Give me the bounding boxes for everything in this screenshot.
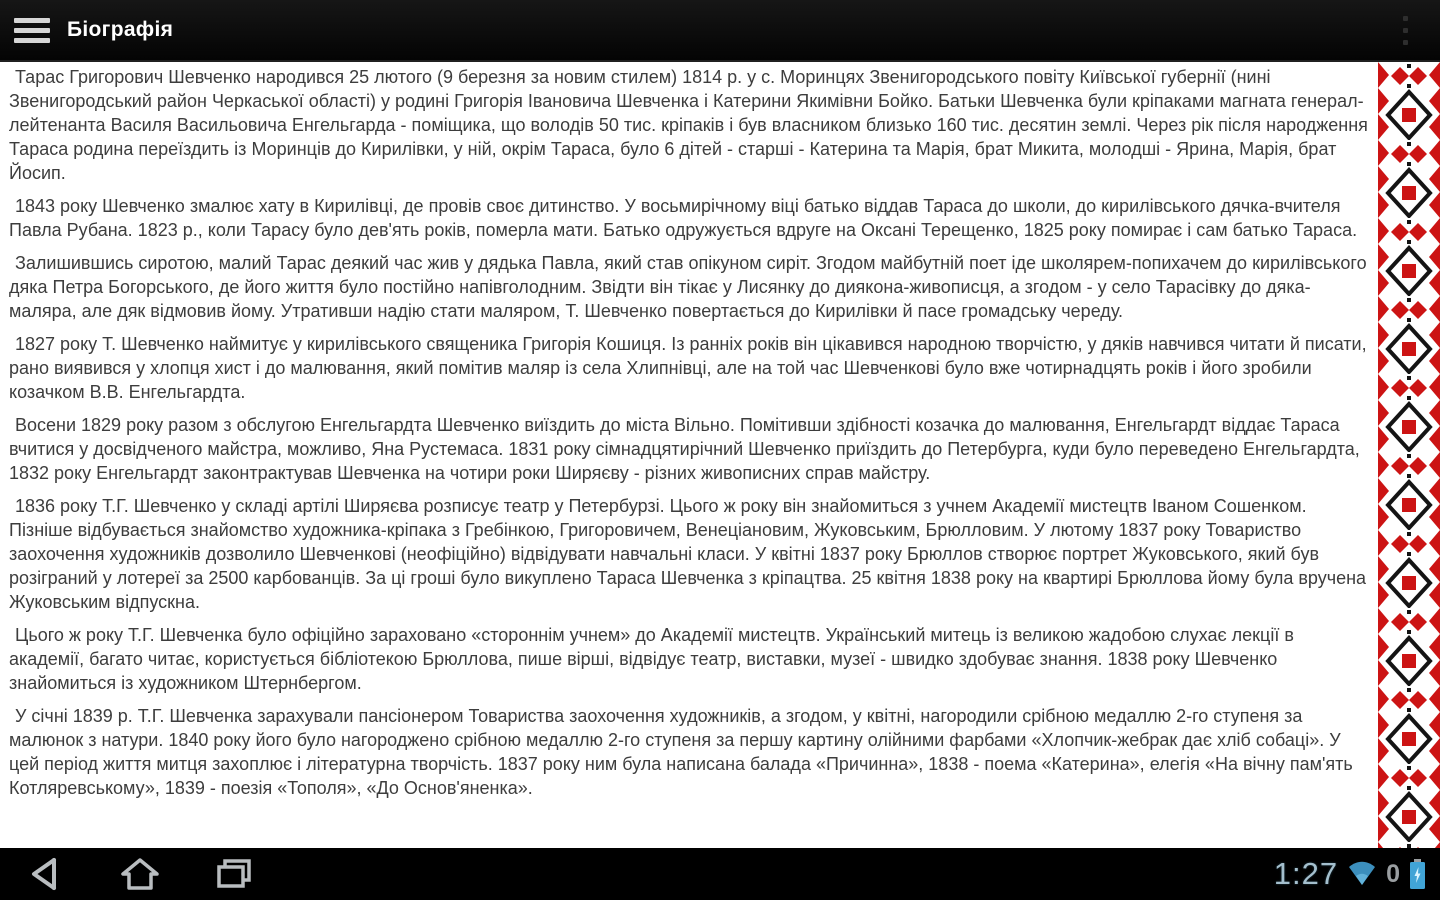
recents-icon (212, 856, 256, 892)
paragraph: У січні 1839 р. Т.Г. Шевченка зарахували пансіонером Товариства заохочення художників, а згодом, у квітні, нагородили срібною медаллю 2-го ступеня за малюнок з натури. 1840 року його було нагороджено срібною медаллю 2-го ступеня за першу картину олійними фарбами «Хлопчик-жебрак дає хліб собаці». У цей період життя митця захоплює і літературна творчість. 1837 року ним була написана балада «Причинна», 1838 - поема «Катерина», елегія «На вічну пам'ять Котляревському», 1839 - поезія «Тополя», «До Основ'яненка». (9, 706, 1353, 798)
status-cluster[interactable] (1274, 856, 1426, 892)
page-title: Біографія (67, 18, 174, 41)
home-icon (118, 856, 162, 892)
paragraph: 1843 року Шевченко змалює хату в Кирилівці, де провів своє дитинство. У восьмирічному віці батько віддав Тараса до школи, до кирилівського дячка-вчителя Павла Рубана. 1823 р., коли Тарасу було дев'ять років, померла мати. Батько одружується вдруге на Оксані Терещенко, 1825 року помирає і сам батько Тараса. (9, 196, 1358, 240)
overflow-menu-icon[interactable] (1397, 10, 1414, 51)
biography-text (9, 65, 1370, 809)
wifi-icon (1347, 861, 1377, 887)
biography-content[interactable] (0, 62, 1440, 848)
action-bar (0, 0, 1440, 62)
embroidery-border (1378, 62, 1440, 848)
signal-zero-icon: 0 (1386, 859, 1400, 888)
paragraph: Восени 1829 року разом з обслугою Енгельгардта Шевченко виїздить до міста Вільно. Помітивши здібності козачка до малювання, Енгельгардт віддає Тараса вчитися у досвідченого майстра, можливо, Яна Рустемаса. 1831 року сімнадцятирічний Шевченко приїздить до Петербурга, куди було переведено Енгельгардта, 1832 року Енгельгардт законтрактував Шевченка на чотири роки Ширяєву - різних живописних справ майстру. (9, 415, 1360, 483)
battery-icon (1409, 859, 1426, 889)
hamburger-icon[interactable] (14, 18, 50, 43)
paragraph: 1827 року Т. Шевченко наймитує у кирилівського священика Григорія Кошиця. Із ранніх років він цікавився народною творчістю, у дяків навчився читати й писати, рано виявився у хлопця хист і до малювання, який помітив маляр із села Хлипнівці, але на той час Шевченкові було вже чотирнадцять років і його зробили козачком В.В. Енгельгардта. (9, 334, 1367, 402)
system-navbar (0, 848, 1440, 900)
back-button[interactable] (20, 852, 72, 896)
paragraph: Тарас Григорович Шевченко народився 25 лютого (9 березня за новим стилем) 1814 р. у с. Моринцях Звенигородського повіту Київської губернії (нині Звенигородський район Черкаської області) у родині Григорія Івановича Шевченка і Катерини Якимівни Бойко. Батьки Шевченка були кріпаками магната генерал-лейтенанта Василя Васильовича Енгельгарда - поміщика, що володів 50 тис. кріпаків і був власником близько 160 тис. десятин землі. Через рік після народження Тараса родина переїздить із Моринців до Кирилівки, у ній, окрім Тараса, було 6 дітей - старші - Катерина та Марія, брат Микита, молодші - Ярина, Марія, брат Йосип. (9, 67, 1368, 183)
home-button[interactable] (114, 852, 166, 896)
clock: 1:27 (1273, 856, 1339, 891)
recents-button[interactable] (208, 852, 260, 896)
paragraph: Цього ж року Т.Г. Шевченка було офіційно зараховано «стороннім учнем» до Академії мистецтв. Український митець із великою жадобою слухає лекції в академії, багато читає, користується бібліотекою Брюллова, пише вірші, відвідує театр, виставки, музеї - швидко здобуває знання. 1838 року Шевченко знайомиться із художником Штернбергом. (9, 625, 1294, 693)
back-icon (24, 856, 68, 892)
paragraph: Залишившись сиротою, малий Тарас деякий час жив у дядька Павла, який став опікуном сиріт. Згодом майбутній поет іде школярем-попихачем до кирилівського дяка Петра Богорського, де його життя було постійно напівголодним. Звідти він тікає у Лисянку до диякона-живописця, а згодом - у село Тарасівку до дяка-маляра, але дяк відмовив йому. Утративши надію стати маляром, Т. Шевченко повертається до Кирилівки й пасе громадську череду. (9, 253, 1367, 321)
paragraph: 1836 року Т.Г. Шевченко у складі артілі Ширяєва розписує театр у Петербурзі. Цього ж року він знайомиться з учнем Академії мистецтв Іваном Сошенком. Пізніше відбувається знайомство художника-кріпака з Гребінкою, Григоровичем, Венеціановим, Жуковським, Брюлловим. У лютому 1837 року Товариство заохочення художників дозволило Шевченкові (неофіційно) відвідувати навчальні класи. У квітні 1837 року Брюллов створює портрет Жуковського, який був розіграний у лотереї за 2500 карбованців. За ці гроші було викуплено Тараса Шевченка з кріпацтва. 25 квітня 1838 року на квартирі Брюллова йому була вручена Жуковським відпускна. (9, 496, 1367, 612)
